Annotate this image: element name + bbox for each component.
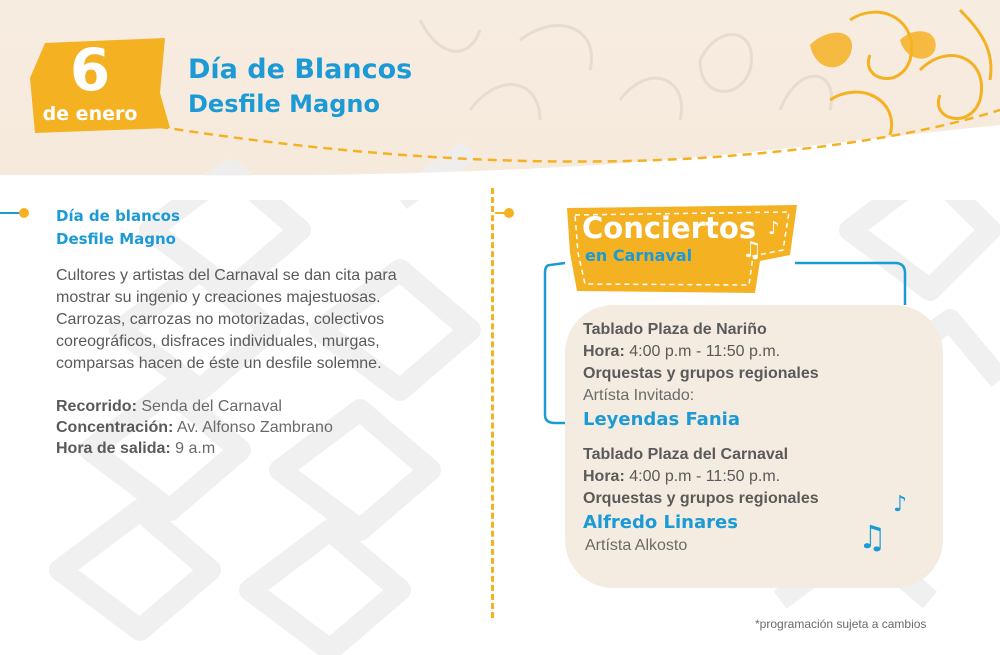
departure-value: 9 a.m [175, 440, 216, 457]
route-label: Recorrido: [56, 398, 137, 415]
footnote: *programación sujeta a cambios [755, 617, 927, 631]
music-note-icon: ♫ [742, 238, 762, 263]
divider-dot [504, 208, 514, 218]
concert-time-value: 4:00 p.m - 11:50 p.m. [629, 468, 781, 485]
date-day: 6 [69, 36, 111, 104]
music-note-icon: ♪ [768, 218, 780, 239]
departure-label: Hora de salida: [56, 440, 171, 457]
concert-item [583, 444, 903, 557]
event-info [56, 396, 333, 459]
concert-artist: Leyendas Fania [583, 409, 740, 430]
concert-guest-label: Artísta Invitado: [583, 387, 695, 404]
concert-time-value: 4:00 p.m - 11:50 p.m. [629, 343, 781, 360]
event-description [56, 265, 436, 375]
concert-venue: Tablado Plaza del Carnaval [583, 446, 789, 463]
music-note-icon: ♫ [858, 518, 887, 556]
event-heading-line2: Desfile Magno [56, 230, 176, 248]
page-title: Día de Blancos [188, 54, 413, 85]
gathering-label: Concentración: [56, 419, 174, 436]
route-row [56, 396, 333, 417]
left-marker [0, 206, 30, 220]
concert-lineup: Orquestas y grupos regionales [583, 490, 819, 507]
concert-time-label: Hora: [583, 468, 625, 485]
concerts-title: Conciertos [582, 211, 756, 245]
concert-item [583, 319, 903, 432]
page-subtitle: Desfile Magno [188, 90, 380, 118]
description-line: Carrozas, carrozas no motorizadas, colectivos [56, 311, 385, 328]
concert-time [583, 466, 903, 488]
description-line: coreográficos, disfraces individuales, murgas, [56, 333, 380, 350]
concerts-subtitle: en Carnaval [585, 246, 693, 265]
event-heading-line1: Día de blancos [56, 207, 180, 225]
music-note-icon: ♪ [893, 492, 908, 517]
concert-time-label: Hora: [583, 343, 625, 360]
description-line: comparsas hacen de éste un desfile solemne. [56, 355, 382, 372]
route-value: Senda del Carnaval [141, 398, 282, 415]
column-divider [491, 188, 495, 618]
concert-lineup: Orquestas y grupos regionales [583, 365, 819, 382]
concert-artist-note: Artísta Alkosto [585, 537, 688, 554]
concert-venue: Tablado Plaza de Nariño [583, 321, 767, 338]
concert-artist: Alfredo Linares [583, 512, 738, 533]
description-line: mostrar su ingenio y creaciones majestuosas. [56, 289, 381, 306]
concert-time [583, 341, 903, 363]
gathering-value: Av. Alfonso Zambrano [176, 419, 333, 436]
date-month: de enero [42, 103, 138, 125]
concerts-list [583, 319, 903, 557]
departure-row [56, 438, 333, 459]
description-line: Cultores y artistas del Carnaval se dan cita para [56, 267, 397, 284]
event-heading [56, 205, 180, 251]
gathering-row [56, 417, 333, 438]
